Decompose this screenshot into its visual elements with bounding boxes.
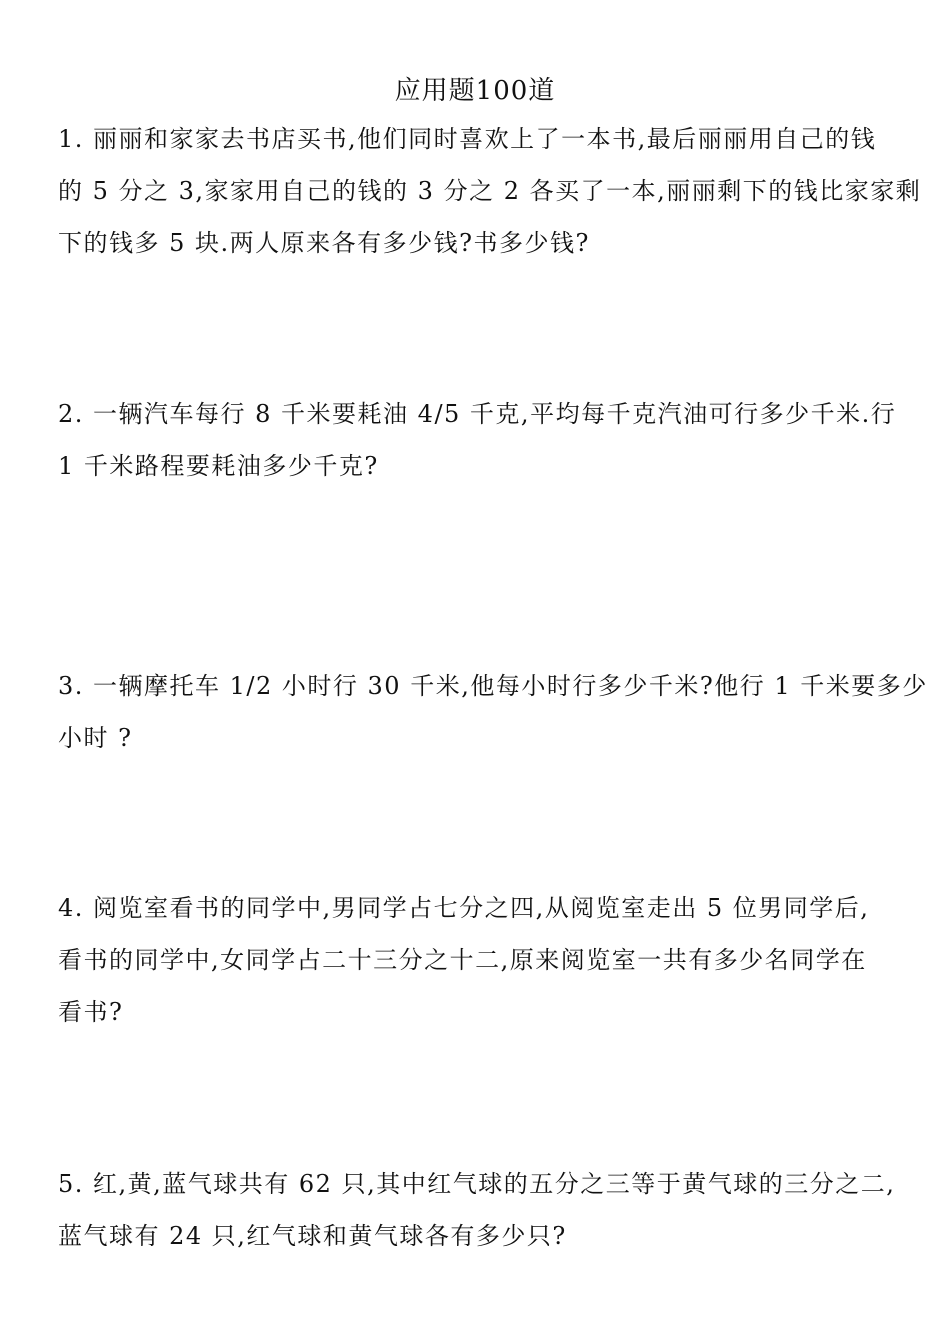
problem-line: 4. 阅览室看书的同学中,男同学占七分之四,从阅览室走出 5 位男同学后,	[58, 894, 870, 922]
problem-1	[58, 113, 922, 269]
problem-5	[58, 1158, 898, 1262]
problem-3	[58, 660, 928, 764]
problem-line: 1. 丽丽和家家去书店买书,他们同时喜欢上了一本书,最后丽丽用自己的钱	[58, 125, 877, 153]
document-title: 应用题100道	[394, 76, 556, 106]
problem-line: 看书的同学中,女同学占二十三分之十二,原来阅览室一共有多少名同学在	[58, 946, 867, 974]
problem-line: 看书?	[58, 998, 124, 1026]
problem-line: 5. 红,黄,蓝气球共有 62 只,其中红气球的五分之三等于黄气球的三分之二,	[58, 1170, 896, 1198]
problem-line: 的 5 分之 3,家家用自己的钱的 3 分之 2 各买了一本,丽丽剩下的钱比家家剩	[58, 177, 922, 205]
problem-line: 下的钱多 5 块.两人原来各有多少钱?书多少钱?	[58, 229, 590, 257]
problem-line: 2. 一辆汽车每行 8 千米要耗油 4/5 千克,平均每千克汽油可行多少千米.行	[58, 400, 897, 428]
problem-2	[58, 388, 898, 492]
problem-line: 1 千米路程要耗油多少千克?	[58, 452, 379, 480]
problem-line: 小时 ?	[58, 724, 133, 752]
problem-line: 蓝气球有 24 只,红气球和黄气球各有多少只?	[58, 1222, 567, 1250]
problem-line: 3. 一辆摩托车 1/2 小时行 30 千米,他每小时行多少千米?他行 1 千米要多少	[58, 672, 928, 700]
problem-4	[58, 882, 898, 1038]
